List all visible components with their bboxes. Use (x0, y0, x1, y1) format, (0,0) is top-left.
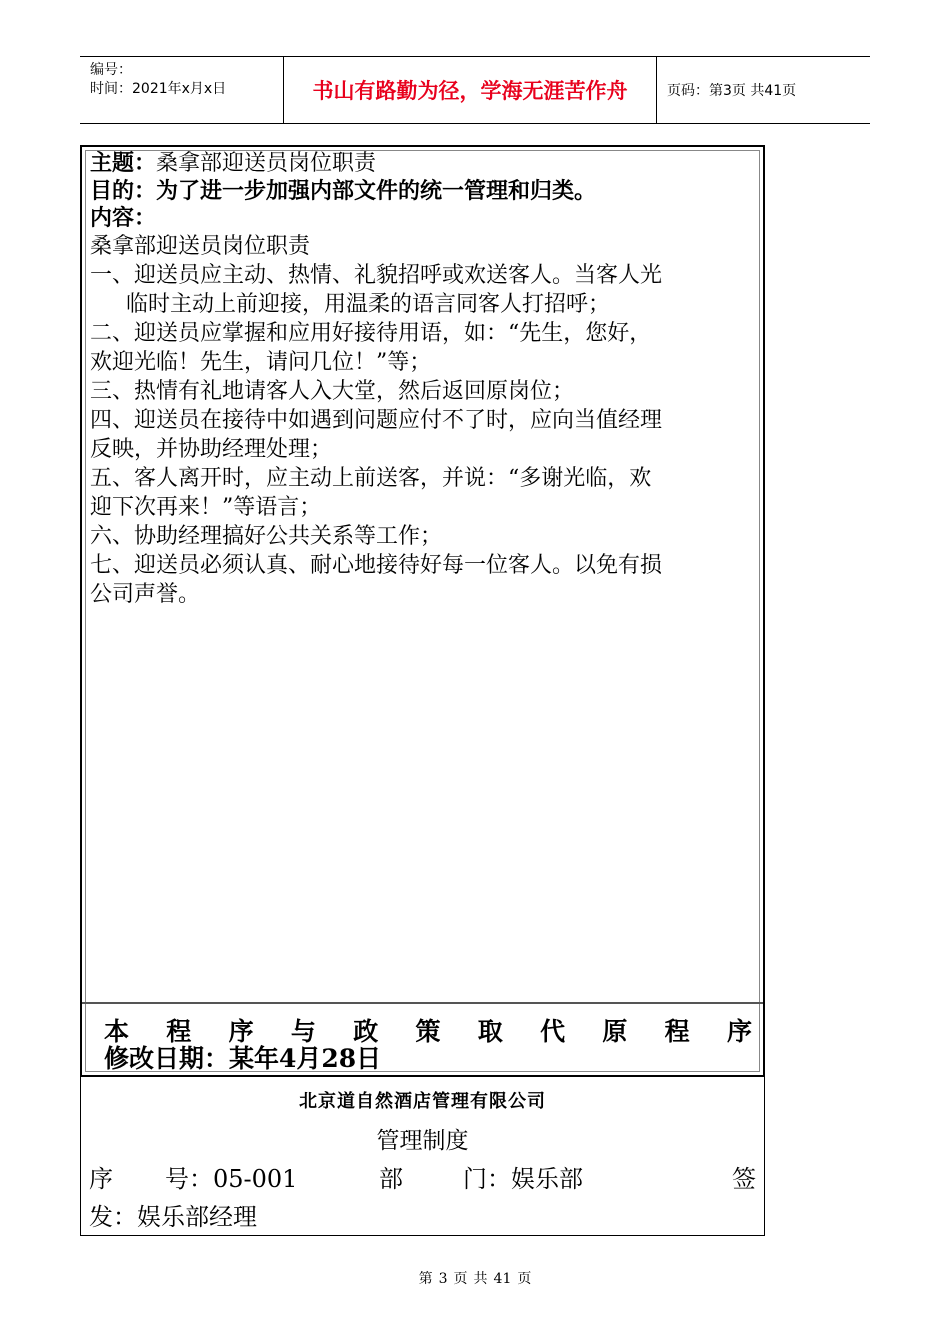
procedure-char: 与 (290, 1017, 316, 1046)
duty-item: 五、客人离开时，应主动上前送客，并说：“多谢光临，欢 (90, 466, 652, 491)
duty-item-continuation: 欢迎光临！先生，请问几位！”等； (90, 350, 432, 375)
content-label: 内容： (90, 206, 157, 231)
content-title: 桑拿部迎送员岗位职责 (90, 234, 311, 259)
procedure-char: 序 (726, 1017, 752, 1046)
duty-item: 四、迎送员在接待中如遇到问题应付不了时，应向当值经理 (90, 408, 663, 433)
subject-label: 主题： (90, 151, 157, 176)
page-footer: 第 3 页 共 41 页 (418, 1271, 532, 1287)
number-label: 编号： (90, 62, 132, 78)
signer: 发：娱乐部经理 (89, 1203, 257, 1231)
modified-date: 修改日期：某年4月28日 (104, 1044, 382, 1073)
document-box (80, 145, 765, 1077)
duty-item: 六、协助经理搞好公共关系等工作； (90, 524, 443, 549)
procedure-statement (104, 1019, 752, 1045)
procedure-char: 本 (104, 1017, 130, 1046)
purpose-row: 目的：为了进一步加强内部文件的统一管理和归类。 (90, 179, 597, 204)
duty-item-continuation: 临时主动上前迎接，用温柔的语言同客人打招呼； (126, 292, 611, 317)
duty-list (90, 261, 755, 609)
footer-total-pages: 41 (493, 1271, 512, 1287)
company-box (80, 1077, 765, 1236)
company-meta-row (89, 1159, 756, 1193)
procedure-char: 程 (664, 1017, 690, 1046)
time-label: 时间：2021年x月x日 (90, 81, 227, 97)
procedure-char: 代 (540, 1017, 566, 1046)
company-doc-title: 管理制度 (376, 1128, 469, 1154)
page-header (80, 56, 870, 124)
procedure-char: 原 (602, 1017, 628, 1046)
sign-label: 签 (732, 1165, 756, 1193)
procedure-char: 政 (353, 1017, 379, 1046)
header-motto: 书山有路勤为径，学海无涯苦作舟 (283, 57, 657, 123)
department: 部 门：娱乐部 (379, 1165, 583, 1193)
procedure-char: 策 (415, 1017, 441, 1046)
section-divider (82, 1002, 763, 1004)
document-content (90, 149, 755, 609)
procedure-char: 取 (477, 1017, 503, 1046)
subject-row (90, 149, 755, 178)
header-page-info: 页码：第3页 共41页 (667, 83, 797, 99)
duty-item-continuation: 公司声誉。 (90, 582, 201, 607)
duty-item-continuation: 迎下次再来！”等语言； (90, 495, 322, 520)
duty-item: 二、迎送员应掌握和应用好接待用语，如：“先生，您好， (90, 321, 652, 346)
serial-number: 序 号：05-001 (89, 1165, 298, 1193)
procedure-char: 序 (228, 1017, 254, 1046)
duty-item-continuation: 反映，并协助经理处理； (90, 437, 333, 462)
duty-item: 一、迎送员应主动、热情、礼貌招呼或欢送客人。当客人光 (90, 263, 663, 288)
header-meta (80, 57, 283, 123)
company-name: 北京道自然酒店管理有限公司 (299, 1091, 546, 1112)
procedure-char: 程 (166, 1017, 192, 1046)
footer-page-number: 3 (438, 1271, 448, 1287)
duty-item: 七、迎送员必须认真、耐心地接待好每一位客人。以免有损 (90, 553, 663, 578)
subject-value: 桑拿部迎送员岗位职责 (156, 151, 377, 176)
duty-item: 三、热情有礼地请客人入大堂，然后返回原岗位； (90, 379, 575, 404)
